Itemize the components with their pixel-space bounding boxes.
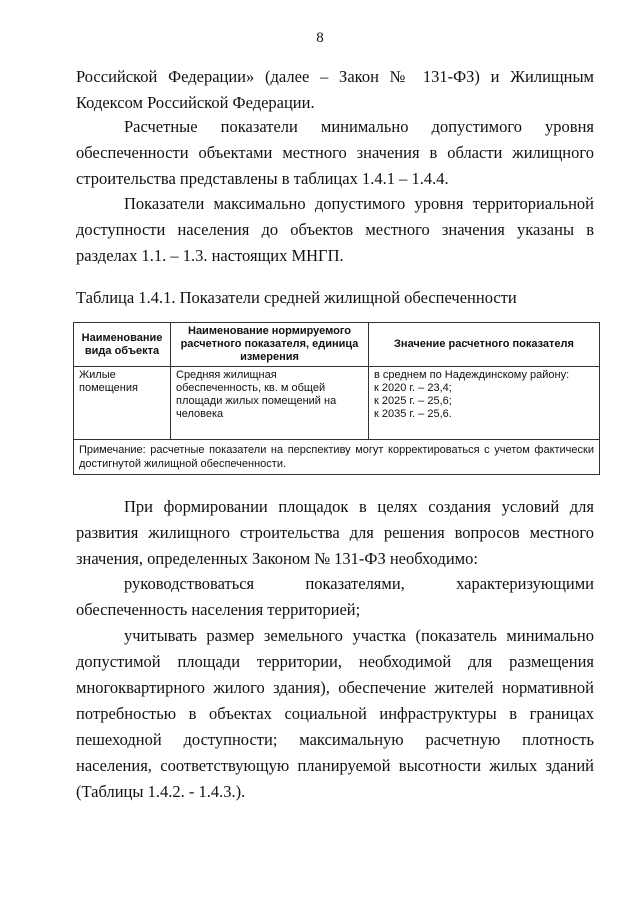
table-row (74, 367, 600, 440)
paragraph-guideline-territory (76, 571, 594, 623)
table-header-row (74, 323, 600, 367)
cell-values (369, 367, 600, 440)
table-note-row (74, 440, 600, 475)
cell-object-type: Жилые помещения (74, 367, 171, 440)
value-line: к 2025 г. – 25,6; (374, 395, 452, 407)
housing-indicators-table (73, 322, 599, 475)
paragraph-guideline-land-plot (76, 623, 594, 805)
paragraph-text: учитывать размер земельного участка (показатель минимально допустимой площади территории, необходимой для размещения многоквартирного жилого здания), обеспечение жителей нормативной потребностью в объектах социальной инфраструктуры в границах пешеходной доступности; максимальную расчетную плотность населения, соответствующую планируемой высотности жилых зданий (Таблицы 1.4.2. - 1.4.3.). (76, 626, 594, 801)
paragraph-text: При формировании площадок в целях создания условий для развития жилищного строительства для решения вопросов местного значения, определенных Законом № 131-ФЗ необходимо: (76, 497, 594, 568)
paragraph-text: Показатели максимально допустимого уровня территориальной доступности населения до объектов местного значения указаны в разделах 1.1. – 1.3. настоящих МНГП. (76, 194, 594, 265)
paragraph-indicators-intro (76, 114, 594, 192)
header-indicator: Наименование нормируемого расчетного показателя, единица измерения (171, 323, 369, 367)
value-line: в среднем по Надеждинскому району: (374, 369, 570, 381)
paragraph-text: Российской Федерации» (далее – Закон № 131-ФЗ) и Жилищным Кодексом Российской Федерации. (76, 67, 594, 112)
header-value: Значение расчетного показателя (369, 323, 600, 367)
cell-note: Примечание: расчетные показатели на перспективу могут корректироваться с учетом фактически достигнутой жилищной обеспеченности. (74, 440, 600, 475)
header-object-type: Наименование вида объекта (74, 323, 171, 367)
paragraph-site-formation (76, 494, 594, 572)
page-number: 8 (316, 30, 324, 46)
paragraph-accessibility (76, 191, 594, 269)
table-caption-text: Таблица 1.4.1. Показатели средней жилищной обеспеченности (76, 288, 517, 307)
paragraph-law-reference (76, 64, 594, 116)
paragraph-text: Расчетные показатели минимально допустимого уровня обеспеченности объектами местного значения в области жилищного строительства представлены в таблицах 1.4.1 – 1.4.4. (76, 117, 594, 188)
value-line: к 2020 г. – 23,4; (374, 382, 452, 394)
table-caption (76, 285, 594, 311)
table (73, 322, 600, 475)
value-line: к 2035 г. – 25,6. (374, 408, 452, 420)
cell-indicator: Средняя жилищная обеспеченность, кв. м общей площади жилых помещений на человека (171, 367, 369, 440)
paragraph-text: руководствоваться показателями, характеризующими обеспеченность населения территорией; (76, 574, 594, 619)
